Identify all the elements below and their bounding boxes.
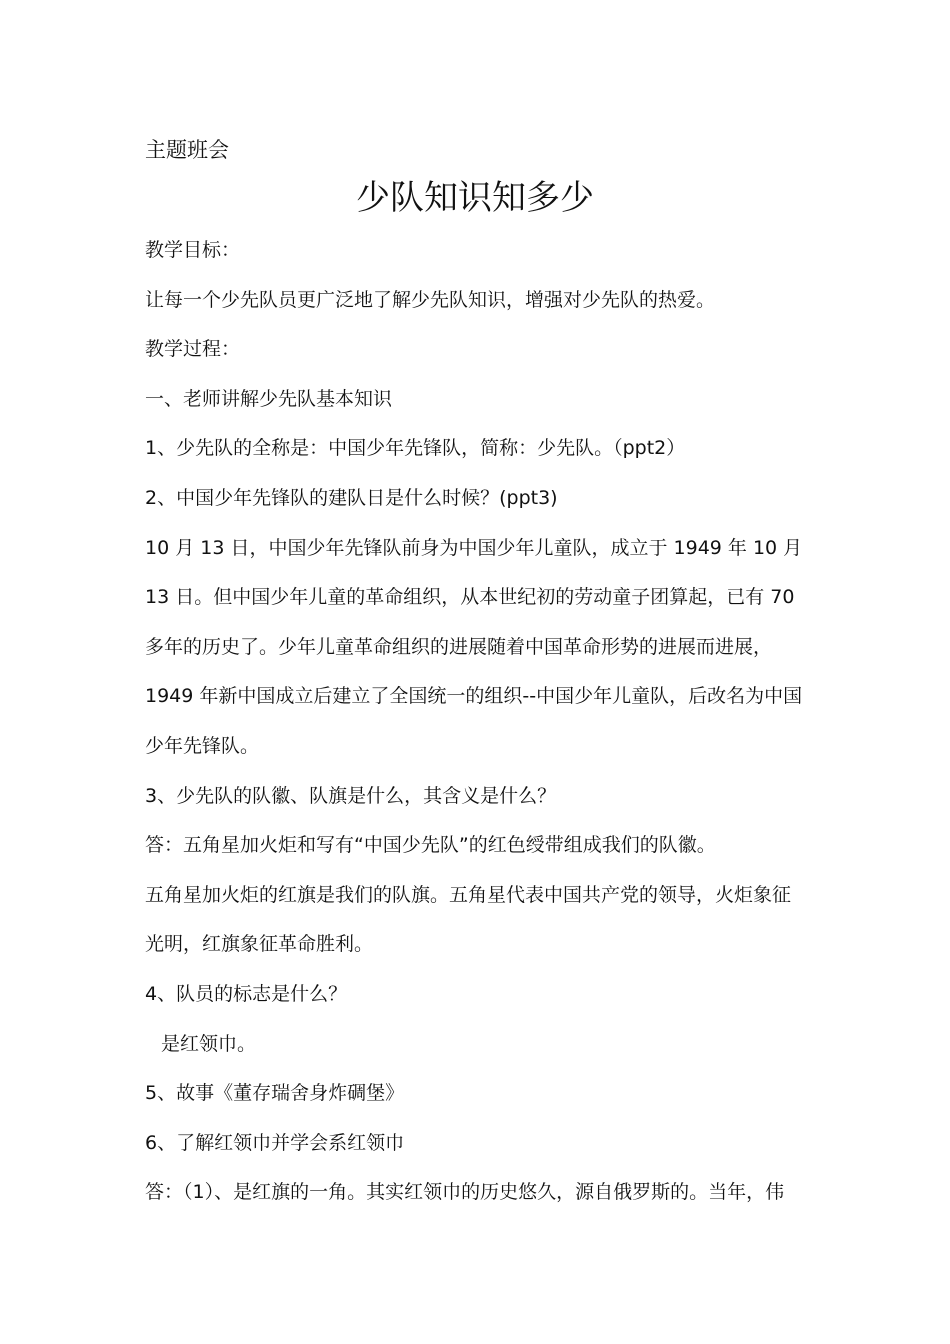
document-body (145, 236, 825, 1228)
paragraph-line: 6、了解红领巾并学会系红领巾 (145, 1131, 405, 1154)
paragraph-line: 5、故事《董存瑞舍身炸碉堡》 (145, 1082, 405, 1105)
paragraph-line: 2、中国少年先锋队的建队日是什么时候？(ppt3) (145, 486, 558, 509)
paragraph-line: 3、少先队的队徽、队旗是什么，其含义是什么？ (145, 784, 557, 807)
paragraph-line: 让每一个少先队员更广泛地了解少先队知识，增强对少先队的热爱。 (145, 288, 716, 311)
paragraph-line: 答：五角星加火炬和写有“中国少先队”的红色绶带组成我们的队徽。 (145, 834, 716, 857)
paragraph-line: 一、老师讲解少先队基本知识 (145, 387, 393, 410)
paragraph-line: 教学过程： (145, 338, 241, 361)
paragraph-line: 五角星加火炬的红旗是我们的队旗。五角星代表中国共产党的领导，火炬象征 (145, 883, 792, 906)
paragraph-line: 多年的历史了。少年儿童革命组织的进展随着中国革命形势的进展而进展， (145, 635, 773, 658)
paragraph-line: 光明，红旗象征革命胜利。 (145, 933, 374, 956)
paragraph-line: 10 月 13 日，中国少年先锋队前身为中国少年儿童队，成立于 1949 年 10 月 (145, 536, 803, 559)
document-heading: 主题班会 (145, 138, 229, 162)
paragraph-line: 少年先锋队。 (145, 734, 260, 757)
paragraph-line: 1、少先队的全称是：中国少年先锋队，简称：少先队。（ppt2） (145, 437, 686, 460)
paragraph-line: 答：（1）、是红旗的一角。其实红领巾的历史悠久，源自俄罗斯的。当年，伟 (145, 1181, 785, 1204)
paragraph-line: 是红领巾。 (161, 1032, 257, 1055)
paragraph-line: 1949 年新中国成立后建立了全国统一的组织--中国少年儿童队，后改名为中国 (145, 685, 803, 708)
paragraph-line: 4、队员的标志是什么？ (145, 982, 348, 1005)
paragraph-line: 13 日。但中国少年儿童的革命组织，从本世纪初的劳动童子团算起，已有 70 (145, 586, 795, 609)
document-title: 少队知识知多少 (356, 178, 594, 218)
paragraph-line: 教学目标： (145, 239, 241, 261)
